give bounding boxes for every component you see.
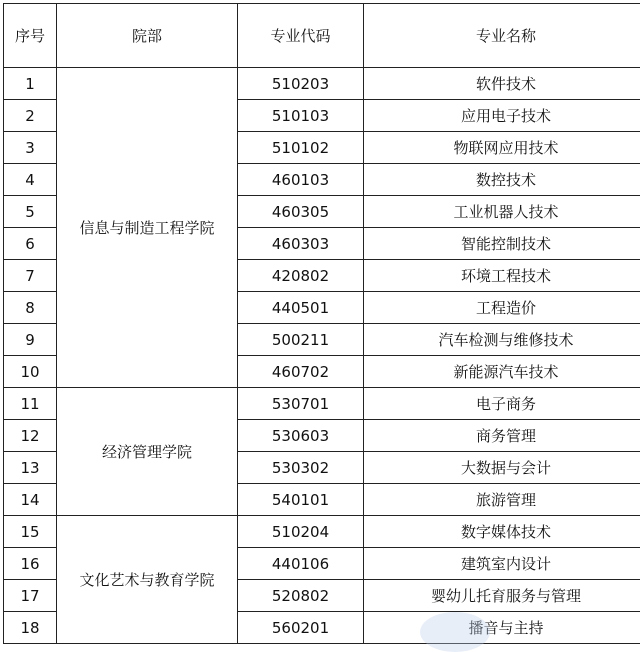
major-name-cell: 汽车检测与维修技术 — [364, 324, 640, 356]
major-code-cell: 530701 — [238, 388, 364, 420]
major-code-cell: 510102 — [238, 132, 364, 164]
major-code-cell: 510103 — [238, 100, 364, 132]
major-name-cell: 数控技术 — [364, 164, 640, 196]
row-index: 13 — [4, 452, 57, 484]
row-index: 7 — [4, 260, 57, 292]
row-index: 10 — [4, 356, 57, 388]
major-name-cell: 环境工程技术 — [364, 260, 640, 292]
major-code-cell: 460305 — [238, 196, 364, 228]
major-name-cell: 播音与主持 — [364, 612, 640, 644]
table-body — [4, 68, 640, 644]
row-index: 14 — [4, 484, 57, 516]
major-code-cell: 560201 — [238, 612, 364, 644]
header-major-name: 专业名称 — [364, 4, 640, 68]
major-name-cell: 商务管理 — [364, 420, 640, 452]
row-index: 3 — [4, 132, 57, 164]
row-index: 15 — [4, 516, 57, 548]
major-name-cell: 工程造价 — [364, 292, 640, 324]
major-code-cell: 440501 — [238, 292, 364, 324]
row-index: 12 — [4, 420, 57, 452]
row-index: 9 — [4, 324, 57, 356]
major-code-cell: 420802 — [238, 260, 364, 292]
table-row — [4, 68, 640, 100]
major-code-cell: 540101 — [238, 484, 364, 516]
major-code-cell: 440106 — [238, 548, 364, 580]
row-index: 8 — [4, 292, 57, 324]
row-index: 5 — [4, 196, 57, 228]
row-index: 17 — [4, 580, 57, 612]
major-code-cell: 510203 — [238, 68, 364, 100]
major-code-cell: 510204 — [238, 516, 364, 548]
row-index: 11 — [4, 388, 57, 420]
row-index: 1 — [4, 68, 57, 100]
major-code-cell: 530302 — [238, 452, 364, 484]
header-department: 院部 — [57, 4, 238, 68]
major-name-cell: 大数据与会计 — [364, 452, 640, 484]
watermark-logo — [420, 612, 490, 652]
major-name-cell: 工业机器人技术 — [364, 196, 640, 228]
row-index: 6 — [4, 228, 57, 260]
header-major-code: 专业代码 — [238, 4, 364, 68]
major-code-cell: 460103 — [238, 164, 364, 196]
row-index: 16 — [4, 548, 57, 580]
major-code-cell: 460303 — [238, 228, 364, 260]
major-name-cell: 数字媒体技术 — [364, 516, 640, 548]
major-name-cell: 婴幼儿托育服务与管理 — [364, 580, 640, 612]
department-cell: 文化艺术与教育学院 — [57, 516, 238, 644]
table-row — [4, 388, 640, 420]
department-cell: 经济管理学院 — [57, 388, 238, 516]
major-name-cell: 电子商务 — [364, 388, 640, 420]
major-name-cell: 建筑室内设计 — [364, 548, 640, 580]
row-index: 18 — [4, 612, 57, 644]
major-code-cell: 530603 — [238, 420, 364, 452]
major-name-cell: 软件技术 — [364, 68, 640, 100]
major-name-cell: 智能控制技术 — [364, 228, 640, 260]
major-name-cell: 新能源汽车技术 — [364, 356, 640, 388]
header-row — [4, 4, 640, 68]
row-index: 2 — [4, 100, 57, 132]
major-name-cell: 物联网应用技术 — [364, 132, 640, 164]
header-index: 序号 — [4, 4, 57, 68]
major-name-cell: 应用电子技术 — [364, 100, 640, 132]
majors-table — [3, 3, 640, 644]
major-code-cell: 460702 — [238, 356, 364, 388]
table-row — [4, 516, 640, 548]
major-code-cell: 520802 — [238, 580, 364, 612]
row-index: 4 — [4, 164, 57, 196]
major-name-cell: 旅游管理 — [364, 484, 640, 516]
major-code-cell: 500211 — [238, 324, 364, 356]
department-cell: 信息与制造工程学院 — [57, 68, 238, 388]
